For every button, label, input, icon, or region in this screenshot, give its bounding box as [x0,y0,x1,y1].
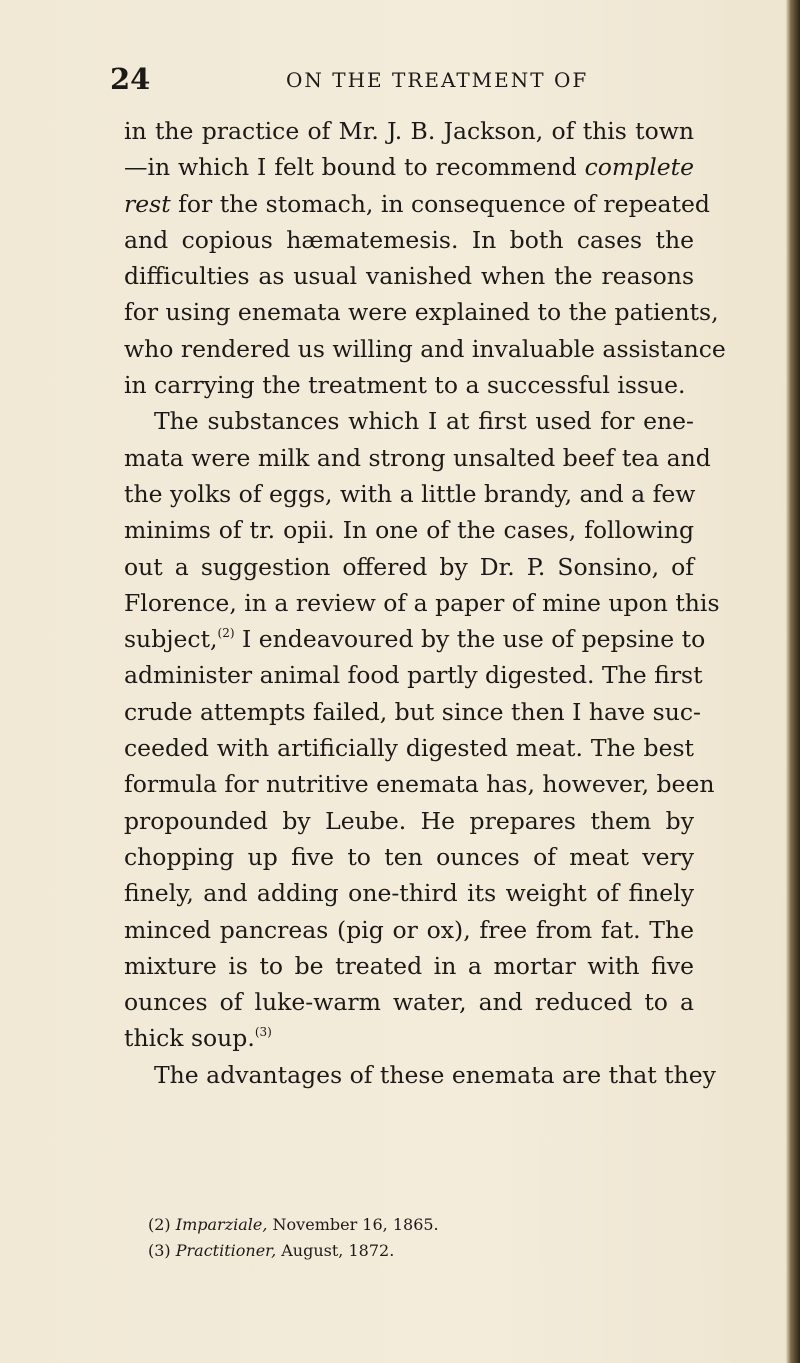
footnote-marker: (2) [148,1215,171,1234]
text-line: formula for nutritive enemata has, however, been [124,770,715,799]
text-line: The advantages of these enemata are that they [154,1060,716,1089]
page-header [0,62,800,102]
emphasis: rest [124,189,171,218]
text-line: The substances which I at first used for ene- [154,407,694,436]
text-line: Florence, in a review of a paper of mine upon this [124,588,720,617]
text-line: mixture is to be treated in a mortar with five [124,951,694,980]
text-line: the yolks of eggs, with a little brandy, and a few [124,479,696,508]
text-line: minims of tr. opii. In one of the cases, following [124,516,694,545]
text-line: difficulties as usual vanished when the reasons [124,262,694,291]
footnote-source: Imparziale, [175,1215,268,1234]
text-line: minced pancreas (pig or ox), free from fat. The [124,915,694,944]
text-line: administer animal food partly digested. The first [124,661,703,690]
text-line: out a suggestion offered by Dr. P. Sonsino, of [124,552,694,581]
text-line: mata were milk and strong unsalted beef tea and [124,443,711,472]
footnotes [148,1212,668,1264]
text-line: chopping up five to ten ounces of meat very [124,842,694,871]
text-line: finely, and adding one-third its weight of finely [124,879,694,908]
footnote-detail: November 16, 1865. [272,1215,439,1234]
text-line: in the practice of Mr. J. B. Jackson, of this town [124,117,694,145]
footnote-marker: (3) [148,1241,171,1260]
text-line: propounded by Leube. He prepares them by [124,806,694,835]
page-number: 24 [110,62,151,96]
text-line: ounces of luke-warm water, and reduced to a [124,988,694,1017]
page-edge-shadow [786,0,800,1363]
footnote [148,1212,668,1238]
footnote-source: Practitioner, [175,1241,277,1260]
text-line: rest for the stomach, in consequence of repeated [124,189,710,218]
footnote-ref: (2) [217,626,235,641]
text-line: who rendered us willing and invaluable assistance [124,334,726,363]
footnote [148,1238,668,1264]
text-line: subject,$^{(2)}$ I endeavoured by the use of pepsine to [124,625,706,654]
footnote-detail: August, 1872. [281,1241,395,1260]
emphasis: complete [584,153,694,182]
text-line: thick soup.$^{(3)}$ [124,1024,272,1053]
text-line: for using enemata were explained to the patients, [124,298,719,327]
running-head: ON THE TREATMENT OF [286,68,589,92]
text-line: —in which I felt bound to recommend complete [124,153,694,182]
text-line: crude attempts failed, but since then I have suc- [124,697,701,726]
text-line: in carrying the treatment to a successful issue. [124,371,686,400]
text-line: ceeded with artificially digested meat. The best [124,734,694,763]
body-text [124,113,726,1093]
footnote-ref: (3) [254,1025,272,1040]
text-line: and copious hæmatemesis. In both cases the [124,225,694,254]
